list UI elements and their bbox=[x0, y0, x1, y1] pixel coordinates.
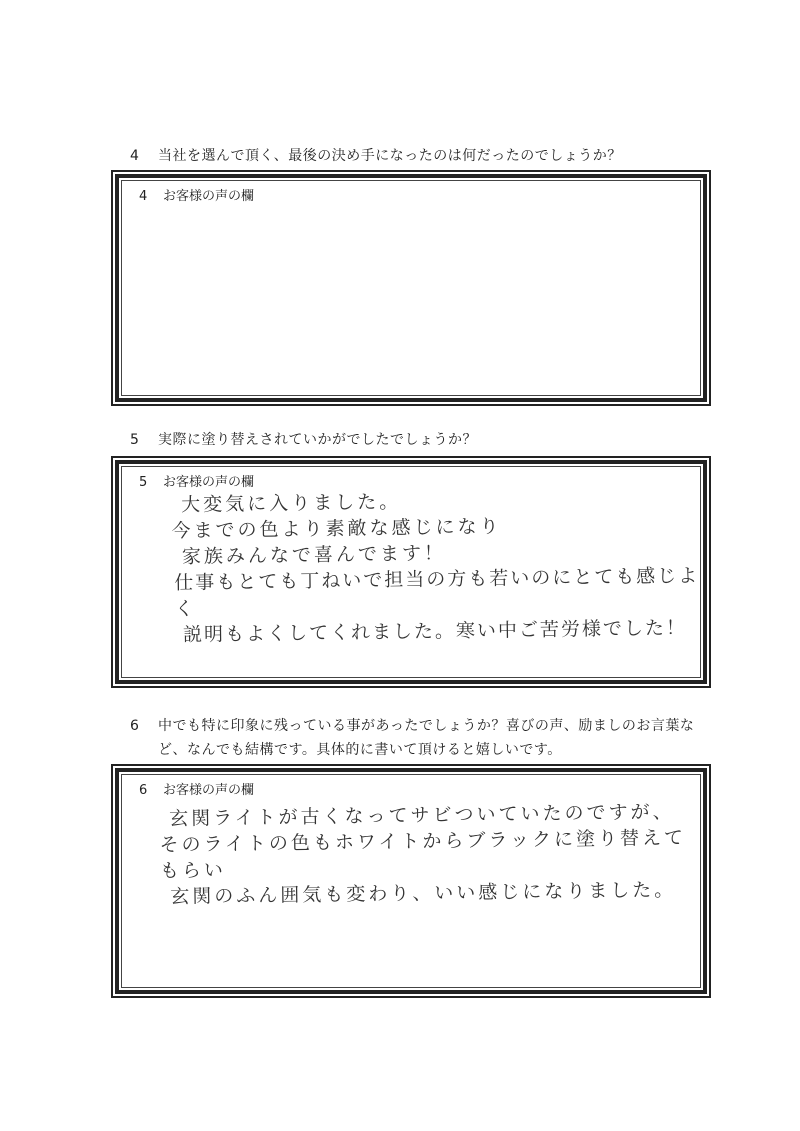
question-text-line1: 中でも特に印象に残っている事があったでしょうか？喜びの声、励ましのお言葉な bbox=[158, 718, 695, 734]
question-number: 4 bbox=[130, 148, 140, 164]
answer-box-5 bbox=[111, 456, 711, 688]
box-number: 6 bbox=[139, 783, 148, 798]
answer-box-6 bbox=[111, 764, 711, 998]
question-4 bbox=[130, 144, 622, 168]
answer-line: 大変気に入りました。 bbox=[181, 490, 402, 516]
box-label-text: お客様の声の欄 bbox=[163, 475, 255, 490]
question-number: 5 bbox=[130, 432, 140, 448]
box-label-text: お客様の声の欄 bbox=[163, 189, 255, 204]
answer-line: 今までの色より素敵な感じになり bbox=[171, 515, 502, 543]
question-6 bbox=[130, 714, 730, 762]
question-text: 実際に塗り替えされていかがでしたでしょうか？ bbox=[158, 432, 477, 448]
question-5 bbox=[130, 428, 477, 452]
answer-line: 説明もよくしてくれました。寒い中ご苦労様でした！ bbox=[182, 616, 688, 646]
answer-line: 家族みんなで喜んでます！ bbox=[181, 542, 447, 568]
box-number: 4 bbox=[139, 189, 148, 204]
box-label bbox=[139, 474, 254, 492]
answer-line: 玄関のふん囲気も変わり、いい感じになりました。 bbox=[170, 878, 677, 908]
question-number: 6 bbox=[130, 718, 140, 734]
question-text: 当社を選んで頂く、最後の決め手になったのは何だったのでしょうか？ bbox=[158, 148, 622, 164]
box-label bbox=[139, 782, 254, 800]
box-label-text: お客様の声の欄 bbox=[163, 783, 255, 798]
answer-line: そのライトの色もホワイトからブラックに塗り替えてもらい bbox=[159, 826, 687, 883]
answer-line: 玄関ライトが古くなってサビついていたのですが、 bbox=[169, 800, 675, 830]
question-text-line2: ど、なんでも結構です。具体的に書いて頂けると嬉しいです。 bbox=[158, 742, 562, 758]
answer-line: 仕事もとても丁ねいで担当の方も若いのにとても感じよく bbox=[174, 564, 700, 621]
box-number: 5 bbox=[139, 475, 148, 490]
box-label bbox=[139, 188, 254, 206]
handwritten-answer bbox=[171, 485, 705, 648]
handwritten-answer bbox=[159, 799, 704, 910]
answer-box-4 bbox=[111, 170, 711, 406]
